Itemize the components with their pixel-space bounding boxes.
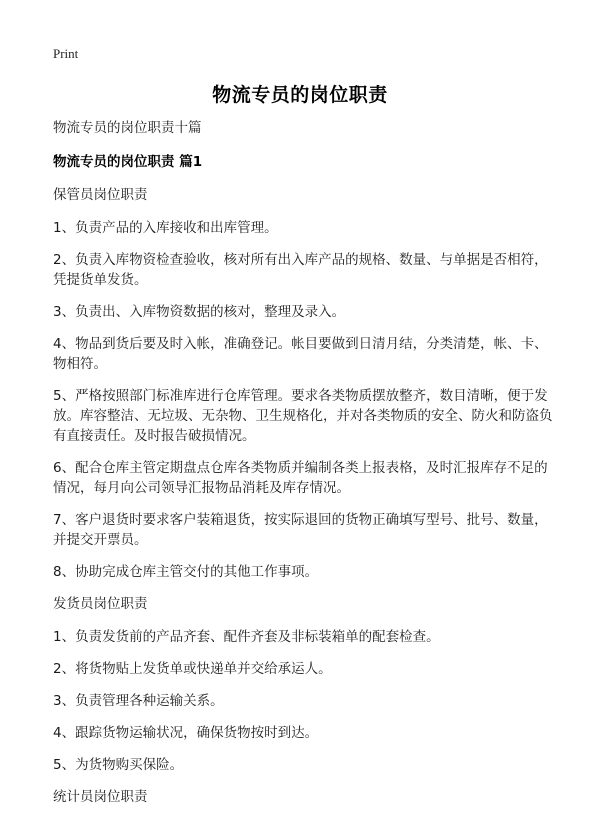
duty-item: 7、客户退货时要求客户装箱退货，按实际退回的货物正确填写型号、批号、数量，并提交开票员。 <box>53 512 548 548</box>
duty-item: 6、配合仓库主管定期盘点仓库各类物质并编制各类上报表格，及时汇报库存不足的情况，每月向公司领导汇报物品消耗及库存情况。 <box>53 460 548 496</box>
document-body <box>53 118 553 820</box>
role-heading-statistician: 统计员岗位职责 <box>53 789 148 805</box>
page-title: 物流专员的岗位职责 <box>212 84 388 106</box>
duty-item: 5、严格按照部门标准库进行仓库管理。要求各类物质摆放整齐，数目清晰，便于发放。库容整洁、无垃圾、无杂物、卫生规格化，并对各类物质的安全、防火和防盗负有直接责任。及时报告破损情况。 <box>53 388 553 444</box>
duty-item: 8、协助完成仓库主管交付的其他工作事项。 <box>53 564 319 580</box>
duty-item: 5、为货物购买保险。 <box>53 757 184 773</box>
duty-item: 1、负责产品的入库接收和出库管理。 <box>53 220 278 236</box>
duty-item: 4、跟踪货物运输状况，确保货物按时到达。 <box>53 725 319 741</box>
duty-item: 3、负责管理各种运输关系。 <box>53 693 224 709</box>
duty-item: 1、负责发货前的产品齐套、配件齐套及非标装箱单的配套检查。 <box>53 629 440 645</box>
duty-item: 4、物品到货后要及时入帐，准确登记。帐目要做到日清月结，分类清楚，帐、卡、物相符。 <box>53 336 548 372</box>
role-heading-shipper: 发货员岗位职责 <box>53 596 148 612</box>
duty-item: 2、将货物贴上发货单或快递单并交给承运人。 <box>53 661 332 677</box>
document-subtitle: 物流专员的岗位职责十篇 <box>53 120 202 136</box>
duty-item: 2、负责入库物资检查验收，核对所有出入库产品的规格、数量、与单据是否相符，凭提货单发货。 <box>53 252 548 288</box>
role-heading-keeper: 保管员岗位职责 <box>53 187 148 203</box>
duty-item: 3、负责出、入库物资数据的核对，整理及录入。 <box>53 304 346 320</box>
section-heading: 物流专员的岗位职责 篇1 <box>53 154 203 170</box>
print-label: Print <box>53 46 79 61</box>
